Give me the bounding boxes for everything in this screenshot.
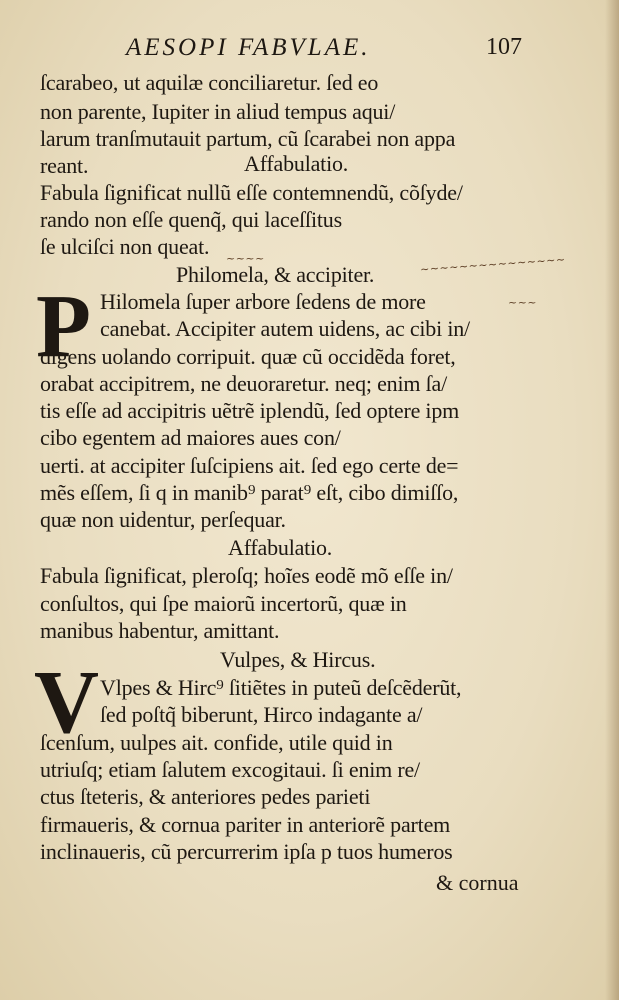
text-line: inclinaueris, cũ percurrerim ipſa p tuos humeros bbox=[40, 839, 453, 864]
text-line: ſcenſum, uulpes ait. confide, utile quid in bbox=[40, 730, 393, 755]
drop-cap: V bbox=[34, 653, 99, 752]
text-line: non parente, Iupiter in aliud tempus aqui/ bbox=[40, 99, 396, 124]
text-line: orabat accipitrem, ne deuoraretur. neq; enim ſa/ bbox=[40, 371, 447, 396]
text-line: Fabula ſignificat nullũ eſſe contemnendũ, cõſyde/ bbox=[40, 180, 463, 205]
page-edge-shadow bbox=[605, 0, 619, 1000]
text-line: uerti. at accipiter ſuſcipiens ait. ſed ego certe de= bbox=[40, 453, 459, 478]
page-number: 107 bbox=[486, 34, 522, 60]
text-line: Hilomela ſuper arbore ſedens de more bbox=[100, 289, 426, 314]
text-line: reant. bbox=[40, 153, 89, 178]
text-line: firmaueris, & cornua pariter in anteriorẽ partem bbox=[40, 812, 451, 837]
text-line: ſe ulciſci non queat. bbox=[40, 234, 210, 259]
text-line: utriuſq; etiam ſalutem excogitaui. ſi enim re/ bbox=[40, 757, 420, 782]
text-line: larum tranſmutauit partum, cũ ſcarabei non appa bbox=[40, 126, 456, 151]
text-line: digens uolando corripuit. quæ cũ occidẽda foret, bbox=[40, 344, 456, 369]
text-line: cibo egentem ad maiores aues con/ bbox=[40, 425, 341, 450]
text-line: canebat. Accipiter autem uidens, ac cibi in/ bbox=[100, 316, 470, 341]
text-line: rando non eſſe quenq̃, qui laceſſitus bbox=[40, 207, 342, 232]
text-line: tis eſſe ad accipitris uẽtrẽ iplendũ, ſed optere ipm bbox=[40, 398, 460, 423]
drop-cap: P bbox=[36, 277, 91, 376]
affabulatio-heading: Affabulatio. bbox=[228, 535, 333, 560]
fable-heading: Philomela, & accipiter. bbox=[176, 262, 375, 287]
text-line: manibus habentur, amittant. bbox=[40, 618, 280, 643]
text-line: ctus ſteteris, & anteriores pedes parieti bbox=[40, 784, 371, 809]
running-head bbox=[126, 34, 546, 64]
text-line: Vlpes & Hirc⁹ ſitiẽtes in puteũ deſcẽderũt, bbox=[100, 675, 462, 700]
handwritten-annotation: ~~~ bbox=[508, 296, 538, 309]
text-line: quæ non uidentur, perſequar. bbox=[40, 507, 286, 532]
handwritten-annotation: ~~~~~~~~~~~~~~~ bbox=[419, 252, 567, 277]
text-line: ſcarabeo, ut aquilæ conciliaretur. ſed eo bbox=[40, 70, 379, 95]
text-line: ſed poſtq̃ biberunt, Hirco indagante a/ bbox=[100, 702, 423, 727]
running-title: AESOPI FABVLAE. bbox=[126, 34, 371, 61]
catchword: & cornua bbox=[436, 870, 519, 895]
fable-heading: Vulpes, & Hircus. bbox=[220, 647, 376, 672]
text-line: Fabula ſignificat, pleroſq; hoĩes eodẽ mõ eſſe in/ bbox=[40, 563, 453, 588]
affabulatio-heading: Affabulatio. bbox=[244, 151, 349, 176]
text-line: conſultos, qui ſpe maiorũ incertorũ, quæ in bbox=[40, 591, 407, 616]
text-line: mẽs eſſem, ſi q in manib⁹ parat⁹ eſt, cibo dimiſſo, bbox=[40, 480, 459, 505]
handwritten-annotation: ~~~~ bbox=[226, 252, 265, 265]
